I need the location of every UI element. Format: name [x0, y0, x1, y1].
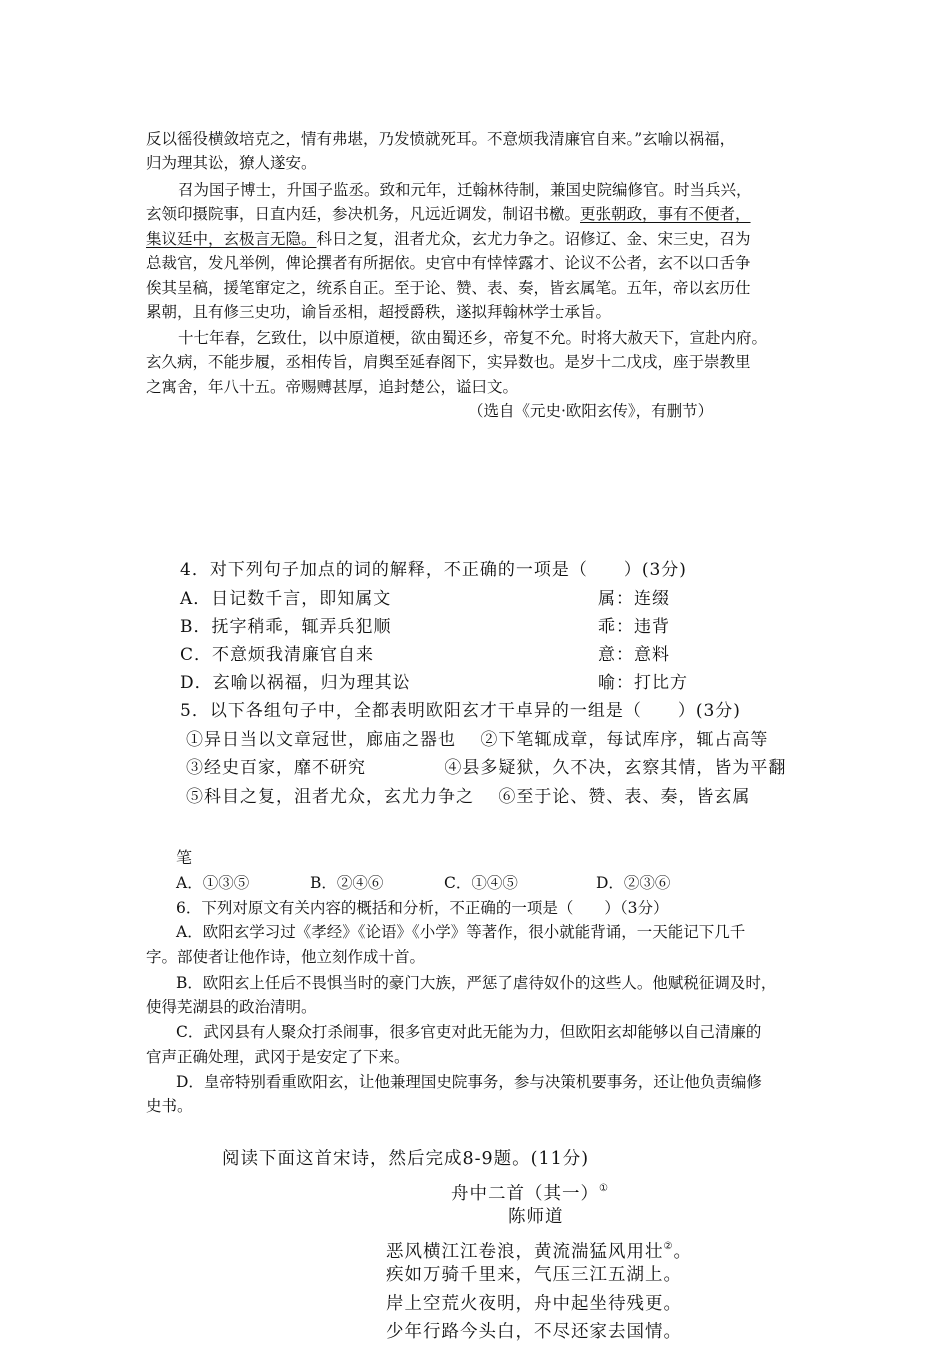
- passage-line-11: 之寓舍，年八十五。帝赐赙甚厚，追封楚公，谥曰文。: [146, 378, 519, 396]
- underlined-sentence-part-2: 集议廷中，玄极言无隐。: [146, 230, 317, 248]
- q4-option-a-gloss: 属：连缀: [598, 589, 670, 609]
- q5-choice-a: A．①③⑤: [176, 874, 250, 892]
- q4-option-b: B．抚字稍乖，辄弄兵犯顺: [180, 617, 392, 637]
- passage-line-8: 累朝，且有修三史功，谕旨丞相，超授爵秩，遂拟拜翰林学士承旨。: [146, 303, 612, 321]
- passage-line-10: 玄久病，不能步履，丞相传旨，肩舆至延春阁下，实异数也。是岁十二戊戌，座于崇教里: [146, 353, 751, 371]
- passage-line-5-text: 科日之复，沮者尤众，玄尤力争之。诏修辽、金、宋三史，召为: [316, 230, 751, 248]
- poem-line-2: 疾如万骑千里来，气压三江五湖上。: [386, 1265, 682, 1285]
- q6-line-3: B．欧阳玄上任后不畏惧当时的豪门大族，严惩了虐待奴仆的这些人。他赋税征调及时，: [176, 974, 777, 992]
- passage-line-6: 总裁官，发凡举例，俾论撰者有所据依。史官中有悻悻露才、论议不公者，玄不以口舌争: [146, 254, 751, 272]
- q5-choice-d: D．②③⑥: [596, 874, 671, 892]
- q4-option-b-gloss: 乖：违背: [598, 617, 670, 637]
- q5-choice-c: C．①④⑤: [444, 874, 518, 892]
- q6-stem: 6．下列对原文有关内容的概括和分析，不正确的一项是（ ）（3分）: [176, 899, 669, 917]
- passage-line-2: 归为理其讼，獠人遂安。: [146, 154, 317, 172]
- q4-option-a: A．日记数千言，即知属文: [180, 589, 392, 609]
- passage-line-4-text: 玄领印摄院事，日直内廷，参决机务，凡远近调发，制诏书檄。: [146, 205, 581, 223]
- q6-line-6: 官声正确处理，武冈于是安定了下来。: [146, 1048, 410, 1066]
- poem-author: 陈师道: [508, 1207, 564, 1227]
- q5-choice-b: B．②④⑥: [310, 874, 384, 892]
- q6-line-8: 史书。: [146, 1097, 193, 1115]
- q6-line-5: C．武冈县有人聚众打杀闹事，很多官吏对此无能为力，但欧阳玄却能够以自己清廉的: [176, 1023, 762, 1041]
- q5-items-row-1: ①异日当以文章冠世，廊庙之器也 ②下笔辄成章，每试库序，辄占高等: [186, 730, 769, 750]
- q6-line-2: 字。部使者让他作诗，他立刻作成十首。: [146, 948, 426, 966]
- q5-stem: 5．以下各组句子中，全都表明欧阳玄才干卓异的一组是（ ）(3分): [180, 701, 741, 721]
- passage-line-3: 召为国子博士，升国子监丞。致和元年，迁翰林待制，兼国史院编修官。时当兵兴，: [178, 181, 752, 199]
- poem-line-1-end: 。: [673, 1242, 692, 1262]
- passage-line-4: [146, 202, 751, 226]
- poem-line-1-note-marker: ②: [663, 1241, 674, 1252]
- q4-option-c: C．不意烦我清廉官自来: [180, 645, 375, 665]
- passage-line-1: 反以徭役横敛培克之，情有弗堪，乃发愤就死耳。不意烦我清廉官自来。”玄喻以祸福，: [146, 130, 736, 148]
- passage-line-9: 十七年春，乞致仕，以中原道梗，欲由蜀还乡，帝复不允。时将大赦天下，宣赴内府。: [178, 329, 768, 347]
- q4-option-c-gloss: 意：意料: [598, 645, 670, 665]
- underlined-sentence-part-1: 更张朝政，事有不便者，: [580, 205, 751, 223]
- poem-line-1-text: 恶风横江江卷浪，黄流湍猛风用壮: [386, 1242, 664, 1262]
- q5-items-row-2: ③经史百家，靡不研究 ④县多疑狱，久不决，玄察其情，皆为平翻: [186, 758, 787, 778]
- q4-option-d: D．玄喻以祸福，归为理其讼: [180, 673, 411, 693]
- q4-stem: 4．对下列句子加点的词的解释，不正确的一项是（ ）(3分): [180, 560, 687, 580]
- q6-line-7: D．皇帝特别看重欧阳玄，让他兼理国史院事务，参与决策机要事务，还让他负责编修: [176, 1073, 762, 1091]
- q5-wrap-text: 笔: [176, 848, 193, 867]
- q6-line-1: A．欧阳玄学习过《孝经》《论语》《小学》等著作，很小就能背诵，一天能记下几千: [176, 923, 746, 941]
- poem-line-3: 岸上空荒火夜明，舟中起坐待残更。: [386, 1294, 682, 1314]
- q4-option-d-gloss: 喻：打比方: [598, 673, 688, 693]
- passage-line-5: [146, 227, 751, 251]
- poem-intro: 阅读下面这首宋诗，然后完成8-9题。(11分): [222, 1149, 590, 1169]
- q6-line-4: 使得芜湖县的政治清明。: [146, 998, 317, 1016]
- poem-title-text: 舟中二首（其一）: [451, 1184, 599, 1204]
- passage-line-7: 俟其呈稿，援笔窜定之，统系自正。至于论、赞、表、奏，皆玄属笔。五年，帝以玄历仕: [146, 279, 751, 297]
- q5-items-row-3: ⑤科目之复，沮者尤众，玄尤力争之 ⑥至于论、赞、表、奏，皆玄属: [186, 787, 751, 807]
- poem-line-4: 少年行路今头白，不尽还家去国情。: [386, 1322, 682, 1342]
- poem-title-note-marker: ①: [599, 1183, 609, 1194]
- passage-source: （选自《元史·欧阳玄传》，有删节）: [468, 402, 714, 420]
